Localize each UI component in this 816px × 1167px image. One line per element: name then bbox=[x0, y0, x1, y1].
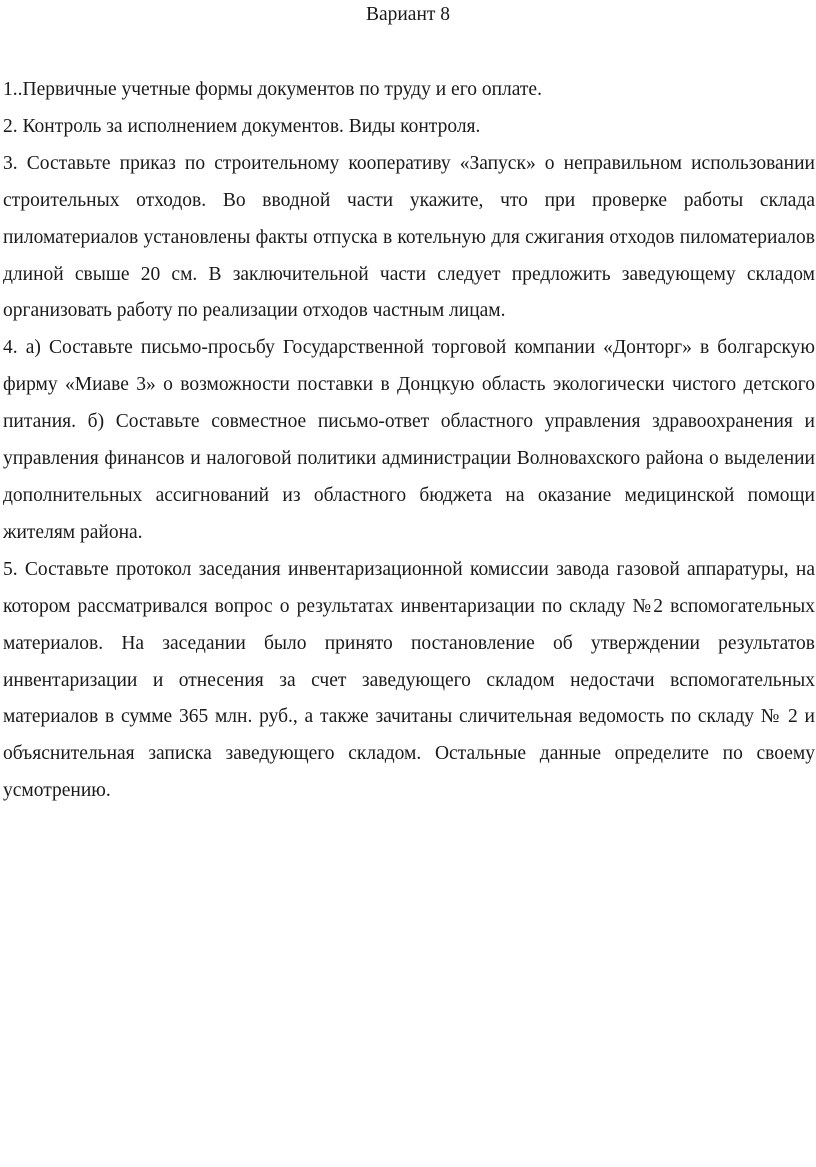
list-item-2: 2. Контроль за исполнением документов. Виды контроля. bbox=[3, 115, 481, 137]
list-item-1: 1..Первичные учетные формы документов по труду и его оплате. bbox=[3, 79, 542, 100]
list-item-5: 5. Составьте протокол заседания инвентаризационной комиссии завода газовой аппаратуры, на котором рассматривался вопрос о результатах инвентаризации по складу №2 вспомогательных материалов. На заседании было принято постановление об утверждении результатов инвентаризации и отнесения за счет заведующего складом недостачи вспомогательных материалов в сумме 365 млн. руб., а также зачитаны сличительная ведомость по складу № 2 и объяснительная записка заведующего складом. Остальные данные определите по своему усмотрению. bbox=[3, 558, 815, 802]
document-body bbox=[3, 72, 815, 810]
list-item-4: 4. а) Составьте письмо-просьбу Государственной торговой компании «Донторг» в болгарскую фирму «Миаве 3» о возможности поставки в Донцкую область экологически чистого детского питания. б) Составьте совместное письмо-ответ областного управления здравоохранения и управления финансов и налоговой политики администрации Волновахского района о выделении дополнительных ассигнований из областного бюджета на оказание медицинской помощи жителям района. bbox=[3, 337, 815, 543]
page-title: Вариант 8 bbox=[365, 4, 451, 25]
list-item-3: 3. Составьте приказ по строительному кооперативу «Запуск» о неправильном использовании строительных отходов. Во вводной части укажите, что при проверке работы склада пиломатериалов установлены факты отпуска в котельную для сжигания отходов пиломатериалов длиной свыше 20 см. В заключительной части следует предложить заведующему складом организовать работу по реализации отходов частным лицам. bbox=[3, 152, 815, 322]
